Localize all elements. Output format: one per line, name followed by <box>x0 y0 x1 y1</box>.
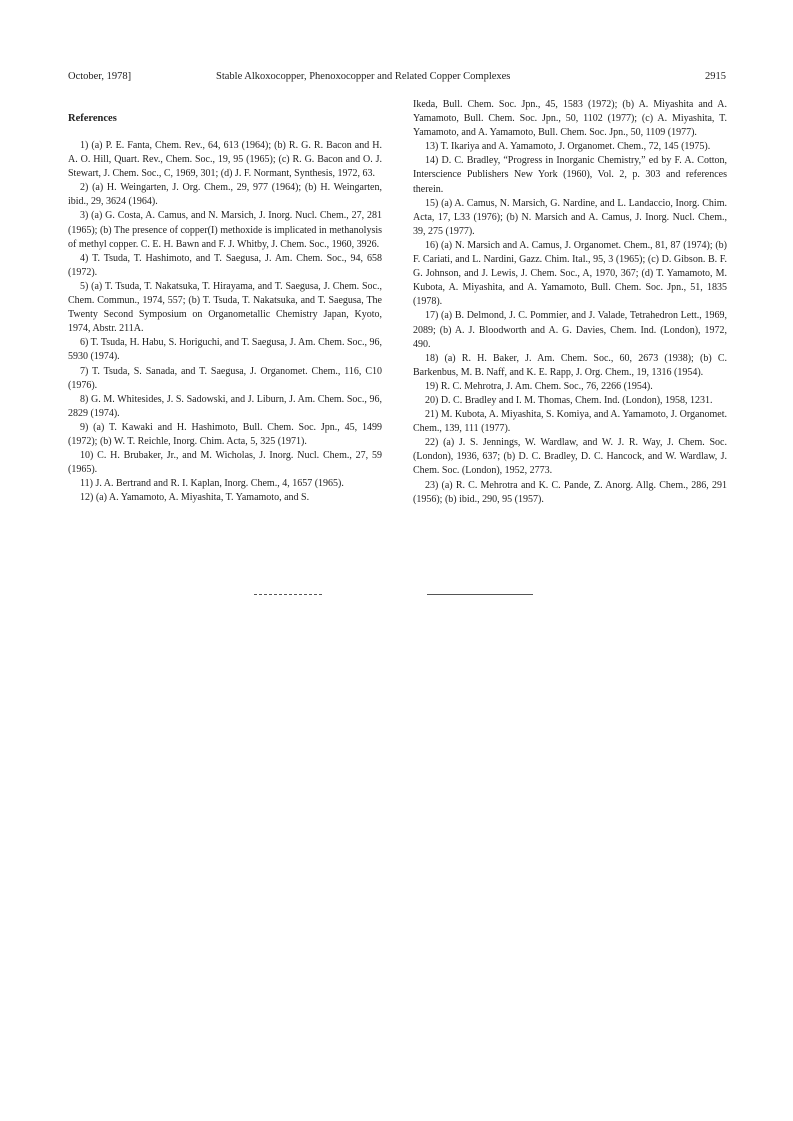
references-right-column <box>413 98 727 507</box>
reference-23: 23) (a) R. C. Mehrotra and K. C. Pande, Z. Anorg. Allg. Chem., 286, 291 (1956); (b) ibid., 290, 95 (1957). <box>413 479 727 505</box>
reference-22: 22) (a) J. S. Jennings, W. Wardlaw, and W. J. R. Way, J. Chem. Soc. (London), 1936, 637; (b) D. C. Bradley, D. C. Hancock, and W. Wardlaw, J. Chem. Soc. (London), 1952, 2773. <box>413 437 727 477</box>
header-date: October, 1978] <box>68 71 132 82</box>
reference-16: 16) (a) N. Marsich and A. Camus, J. Organomet. Chem., 81, 87 (1974); (b) F. Cariati, and L. Nardini, Gazz. Chim. Ital., 95, 3 (1965); (c) D. Gibson. B. F. G. Johnson, and J. Lewis, J. Chem. Soc., A, 1970, 367; (d) T. Yamamoto, M. Kubota, A. Miyashita, and A. Yamamoto, Bull. Chem. Soc. Jpn., 51, 1835 (1978). <box>413 239 727 308</box>
reference-18: 18) (a) R. H. Baker, J. Am. Chem. Soc., 60, 2673 (1938); (b) C. Barkenbus, M. B. Naff, and K. E. Rapp, J. Org. Chem., 19, 1316 (1954). <box>413 352 727 378</box>
reference-4: 4) T. Tsuda, T. Hashimoto, and T. Saegusa, J. Am. Chem. Soc., 94, 658 (1972). <box>68 252 382 278</box>
reference-3: 3) (a) G. Costa, A. Camus, and N. Marsich, J. Inorg. Nucl. Chem., 27, 281 (1965); (b) The presence of copper(I) methoxide is implicated in methanolysis of methyl copper. C. E. H. Bawn and F. J. Whitby, J. Chem. Soc., 1960, 3926. <box>68 210 382 250</box>
reference-15: 15) (a) A. Camus, N. Marsich, G. Nardine, and L. Landaccio, Inorg. Chim. Acta, 17, L33 (1976); (b) N. Marsich and A. Camus, J. Inorg. Nucl. Chem., 39, 275 (1977). <box>413 197 727 237</box>
reference-13: 13) T. Ikariya and A. Yamamoto, J. Organomet. Chem., 72, 145 (1975). <box>425 141 711 153</box>
reference-8: 8) G. M. Whitesides, J. S. Sadowski, and J. Liburn, J. Am. Chem. Soc., 96, 2829 (1974). <box>68 393 382 419</box>
reference-12: 12) (a) A. Yamamoto, A. Miyashita, T. Yamamoto, and S. <box>80 492 310 504</box>
reference-5: 5) (a) T. Tsuda, T. Nakatsuka, T. Hirayama, and T. Saegusa, J. Chem. Soc., Chem. Commun., 1974, 557; (b) T. Tsuda, T. Nakatsuka, and T. Saegusa, The Twenty Second Symposium on Organometallic Chemistry Japan, Kyoto, 1974, Abstr. 211A. <box>68 280 382 335</box>
reference-11: 11) J. A. Bertrand and R. I. Kaplan, Inorg. Chem., 4, 1657 (1965). <box>80 478 344 490</box>
reference-14: 14) D. C. Bradley, “Progress in Inorganic Chemistry,” ed by F. A. Cotton, Interscience Publishers New York (1960), Vol. 2, p. 303 and references therein. <box>413 155 727 195</box>
page-number: 2915 <box>705 71 726 82</box>
end-rule-left <box>254 594 322 595</box>
references-heading: References <box>68 113 117 124</box>
reference-10: 10) C. H. Brubaker, Jr., and M. Wicholas, J. Inorg. Nucl. Chem., 27, 59 (1965). <box>68 450 382 476</box>
reference-9: 9) (a) T. Kawaki and H. Hashimoto, Bull. Chem. Soc. Jpn., 45, 1499 (1972); (b) W. T. Reichle, Inorg. Chim. Acta, 5, 325 (1971). <box>68 421 382 447</box>
reference-21: 21) M. Kubota, A. Miyashita, S. Komiya, and A. Yamamoto, J. Organomet. Chem., 139, 111 (1977). <box>413 409 727 435</box>
reference-12-continuation: Ikeda, Bull. Chem. Soc. Jpn., 45, 1583 (1972); (b) A. Miyashita and A. Yamamoto, Bull. Chem. Soc. Jpn., 50, 1102 (1977); (c) A. Miyashita, T. Yamamoto, and A. Yamamoto, Bull. Chem. Soc. Jpn., 50, 1109 (1977). <box>413 99 727 139</box>
reference-6: 6) T. Tsuda, H. Habu, S. Horiguchi, and T. Saegusa, J. Am. Chem. Soc., 96, 5930 (1974). <box>68 337 382 363</box>
reference-19: 19) R. C. Mehrotra, J. Am. Chem. Soc., 76, 2266 (1954). <box>425 380 653 392</box>
reference-1: 1) (a) P. E. Fanta, Chem. Rev., 64, 613 (1964); (b) R. G. R. Bacon and H. A. O. Hill, Quart. Rev., Chem. Soc., 19, 95 (1965); (c) R. G. Bacon and O. J. Stewart, J. Chem. Soc., C, 1969, 301; (d) J. F. Normant, Synthesis, 1972, 63. <box>68 140 382 180</box>
header-title: Stable Alkoxocopper, Phenoxocopper and Related Copper Complexes <box>216 71 511 82</box>
references-left-column <box>68 139 382 505</box>
running-header <box>68 71 726 87</box>
reference-17: 17) (a) B. Delmond, J. C. Pommier, and J. Valade, Tetrahedron Lett., 1969, 2089; (b) A. J. Bloodworth and A. G. Davies, Chem. Ind. (London), 1972, 490. <box>413 310 727 350</box>
reference-20: 20) D. C. Bradley and I. M. Thomas, Chem. Ind. (London), 1958, 1231. <box>425 394 713 406</box>
reference-2: 2) (a) H. Weingarten, J. Org. Chem., 29, 977 (1964); (b) H. Weingarten, ibid., 29, 3624 (1964). <box>68 182 382 208</box>
end-rule-right <box>427 594 533 595</box>
reference-7: 7) T. Tsuda, S. Sanada, and T. Saegusa, J. Organomet. Chem., 116, C10 (1976). <box>68 365 382 391</box>
